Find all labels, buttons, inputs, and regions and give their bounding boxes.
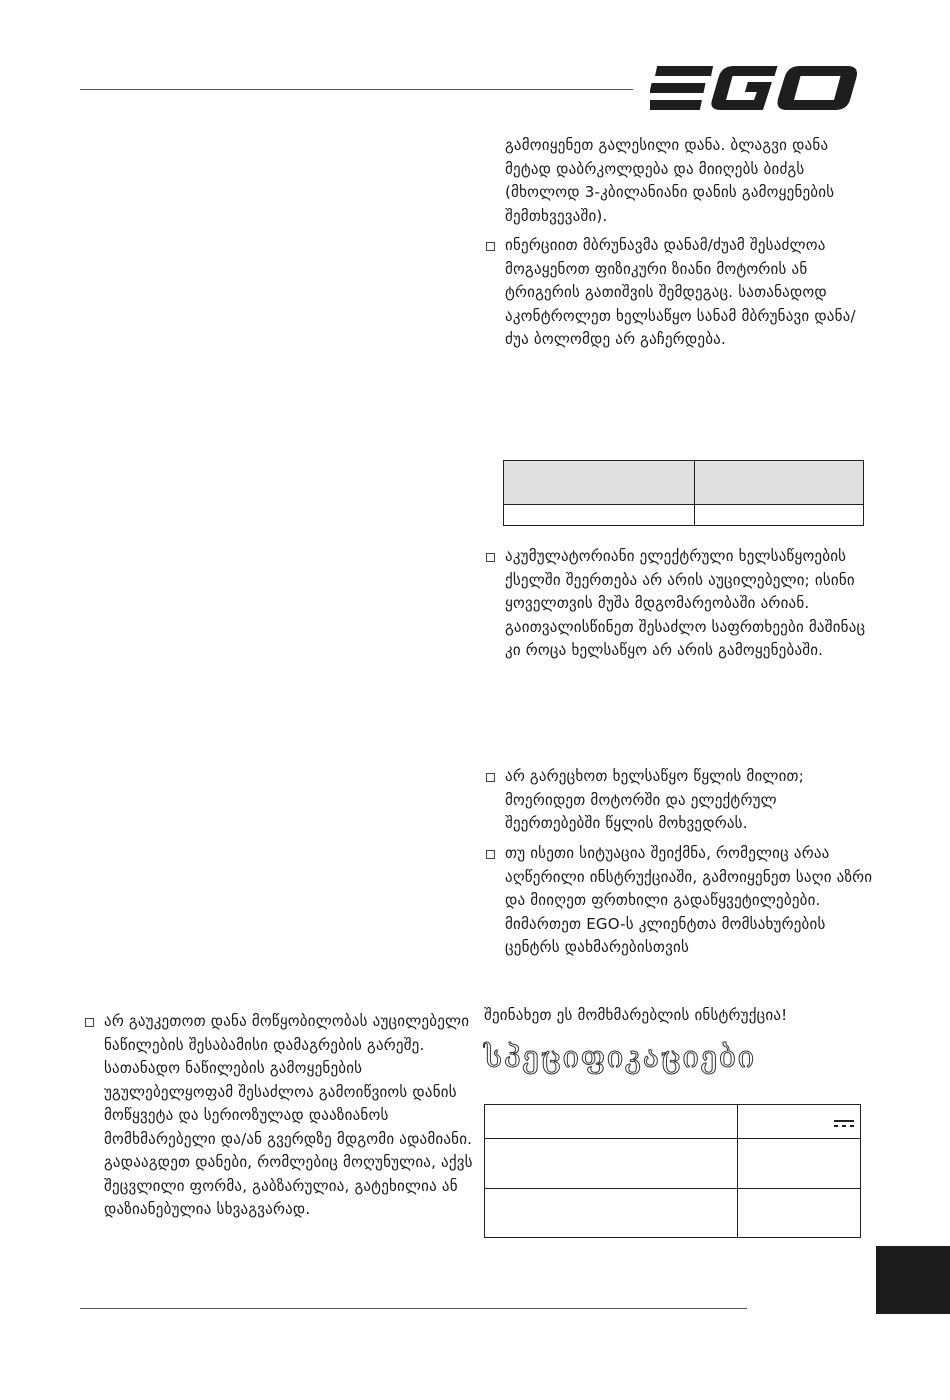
bullet-no-hose: არ გარეცხოთ ხელსაწყო წყლის მილით; მოერიდეთ მოტორში და ელექტრულ შეერთებებში წყლის მოხვედრას.	[484, 765, 877, 836]
header-rule	[80, 89, 633, 90]
specifications-table	[484, 1104, 861, 1238]
bullet-coasting-blade: ინერციით მბრუნავმა დანამ/ძუამ შესაძლოა მოგაყენოთ ფიზიკური ზიანი მოტორის ან ტრიგერის გათიშვის შემდეგაც. სათანადოდ აკონტროლეთ ხელსაწყო სანამ მბრუნავი დანა/ძუა ბოლომდე არ გაჩერდება.	[484, 234, 865, 352]
bullet-blade-fitting: არ გაუკეთოთ დანა მოწყობილობას აუცილებელი ნაწილების შესაბამისი დამაგრების გარეშე. სათანადო ნაწილების გამოყენების უგულებელყოფამ შესაძლოა გამოიწვიოს დანის მოწყვეტა და სერიოზულად დააზიანოს მომხმარებელი და/ან გვერდზე მდგომი ადამიანი. გადააგდეთ დანები, რომლებიც მოღუნულია, აქვს შეცვლილი ფორმა, გაბზარულია, გატეხილია ან დაზიანებულია სხვაგვარად.	[83, 1010, 489, 1222]
specifications-heading: სპეციფიკაციები	[484, 1040, 756, 1075]
ego-logo	[650, 62, 862, 114]
bullet-cordless-tools: აკუმულატორიანი ელექტრული ხელსაწყოების ქსელში შეერთება არ არის აუცილებელი; ისინი ყოველთვის მუშა მდგომარეობაში არიან. გაითვალისწინეთ შესაძლო საფრთხეები მაშინაც კი როცა ხელსაწყო არ არის გამოყენებაში.	[484, 545, 877, 663]
page-tab	[876, 1246, 950, 1314]
footer-rule	[80, 1308, 747, 1309]
paragraph-dull-blade: გამოიყენეთ გალესილი დანა. ბლაგვი დანა მეტად დაბრკოლდება და მიიღებს ბიძგს (მხოლოდ 3-კბილანიანი დანის გამოყენების შემთხვევაში).	[505, 136, 835, 225]
dc-current-icon	[834, 1120, 854, 1129]
info-table-right	[503, 460, 864, 526]
bullet-unusual-situations: თუ ისეთი სიტუაცია შეიქმნა, რომელიც არაა აღწერილი ინსტრუქციაში, გამოიყენეთ საღი აზრი და მიიღეთ ფრთხილი გადაწყვეტილებები. მიმართეთ EGO-ს კლიენტთა მომსახურების ცენტრს დახმარებისთვის	[484, 842, 877, 960]
save-instructions: შეინახეთ ეს მომხმარებლის ინსტრუქცია!	[484, 1006, 788, 1024]
